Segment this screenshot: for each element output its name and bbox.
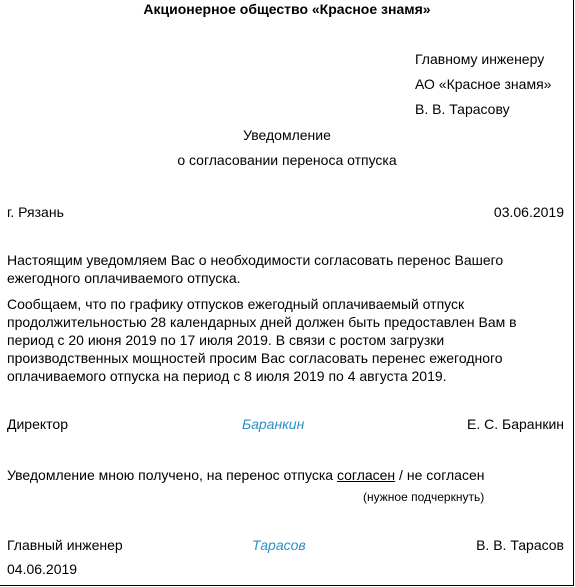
underline-hint: (нужное подчеркнуть) bbox=[363, 490, 485, 504]
document-date: 03.06.2019 bbox=[493, 204, 564, 220]
document-subtitle: о согласовании переноса отпуска bbox=[177, 152, 397, 168]
body-paragraph-2: Сообщаем, что по графику отпусков ежегодный оплачиваемый отпуск продолжительностью 28 календарных дней должен быть предоставлен Вам в период с 20 июня 2019 по 17 июля 2019. В связи с ростом загрузки производственных мощностей просим Вас согласовать перенес ежегодного оплачиваемого отпуска на период с 8 июля 2019 по 4 августа 2019. bbox=[7, 296, 517, 384]
document-title: Уведомление bbox=[243, 127, 331, 143]
option-separator: / bbox=[395, 467, 407, 483]
place: г. Рязань bbox=[7, 204, 64, 220]
acknowledgement-prefix: Уведомление мною получено, на перенос отпуска bbox=[7, 467, 337, 483]
not-agreed-option: не согласен bbox=[406, 467, 485, 483]
acknowledgement-line bbox=[7, 466, 484, 484]
addressee-position: Главному инженеру bbox=[415, 51, 545, 67]
addressee-name: В. В. Тарасову bbox=[415, 101, 510, 117]
engineer-signature: Тарасов bbox=[252, 537, 306, 553]
body-paragraph-1: Настоящим уведомляем Вас о необходимости согласовать перенос Вашего ежегодного оплачиваемого отпуска. bbox=[7, 252, 504, 286]
agreed-option: согласен bbox=[336, 467, 396, 483]
acknowledgement-date: 04.06.2019 bbox=[7, 561, 78, 577]
engineer-position: Главный инженер bbox=[7, 537, 123, 553]
addressee-company: АО «Красное знамя» bbox=[415, 76, 552, 92]
company-name: Акционерное общество «Красное знамя» bbox=[143, 1, 431, 17]
engineer-name: В. В. Тарасов bbox=[476, 537, 564, 553]
director-name: Е. С. Баранкин bbox=[467, 416, 564, 432]
director-position: Директор bbox=[7, 416, 68, 432]
director-signature: Баранкин bbox=[242, 416, 305, 432]
